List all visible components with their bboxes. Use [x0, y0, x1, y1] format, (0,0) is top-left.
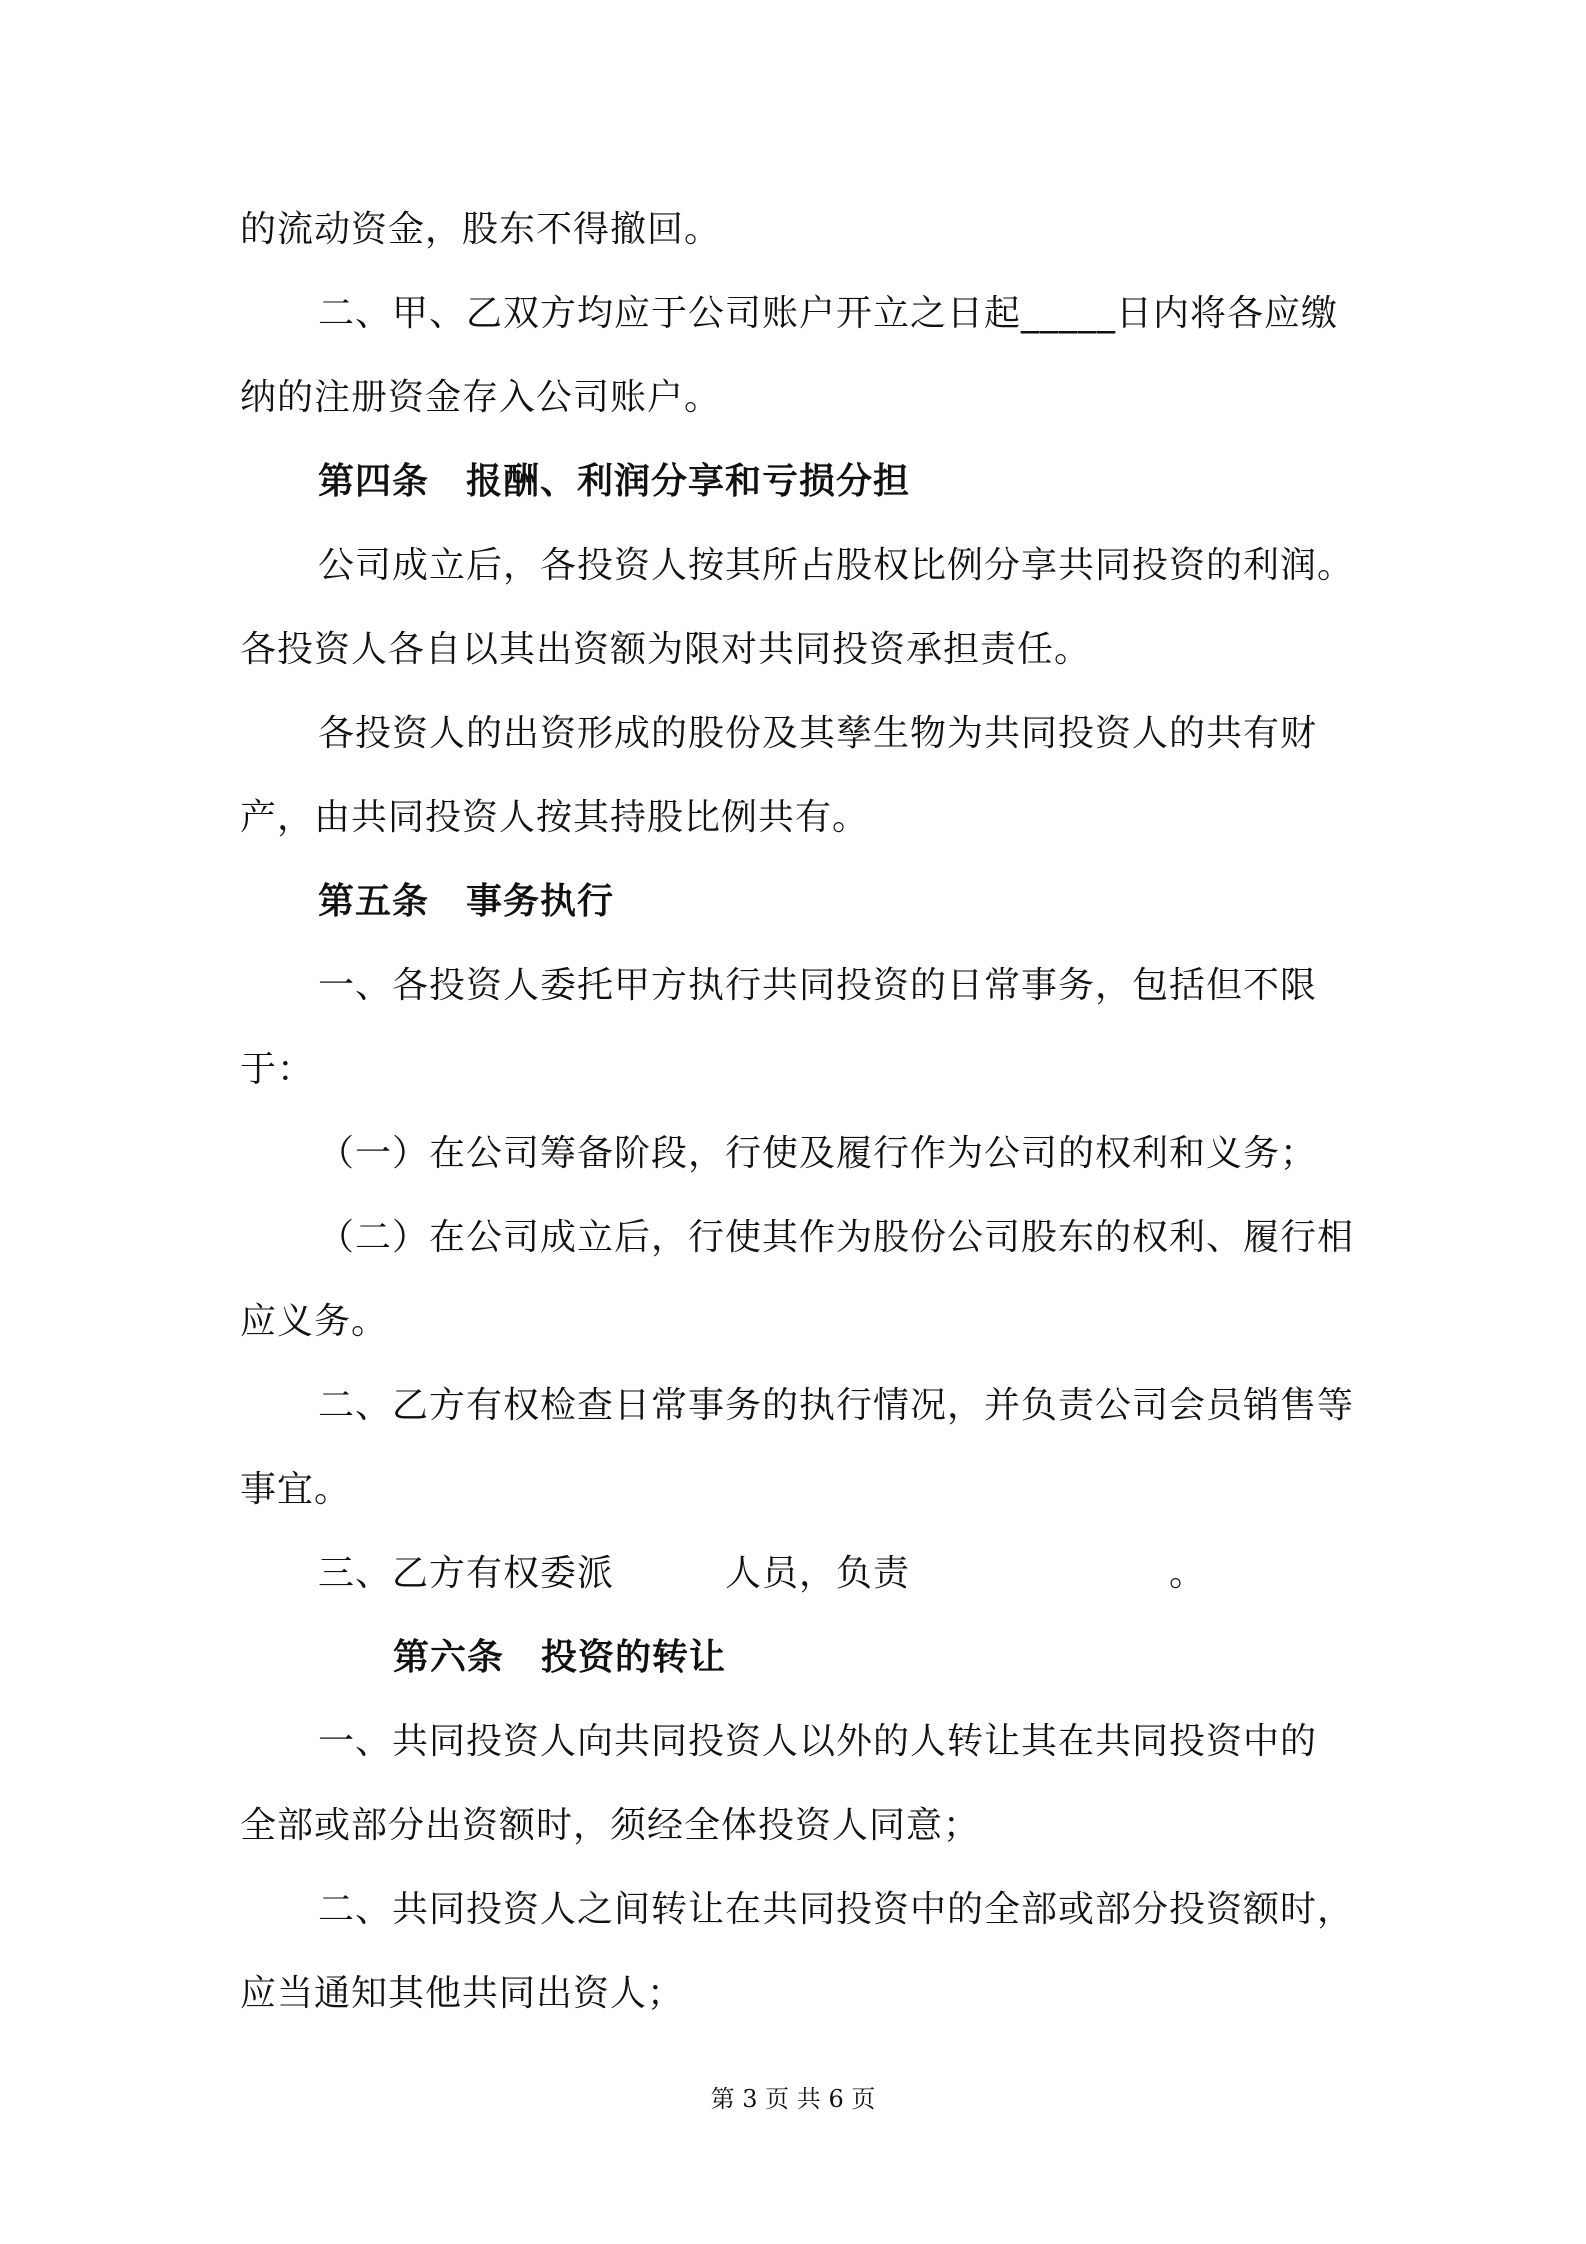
paragraph-line: 于：	[240, 1049, 315, 1090]
paragraph-line: 二、甲、乙双方均应于公司账户开立之日起_____日内将各应缴	[318, 293, 1339, 334]
paragraph-line: 各投资人各自以其出资额为限对共同投资承担责任。	[240, 629, 1092, 670]
section-heading: 第六条 投资的转让	[393, 1637, 727, 1678]
paragraph-line: 二、共同投资人之间转让在共同投资中的全部或部分投资额时，	[318, 1889, 1355, 1930]
paragraph-line: （二）在公司成立后，行使其作为股份公司股东的权利、履行相	[318, 1217, 1355, 1258]
paragraph-line: 应义务。	[240, 1301, 389, 1342]
paragraph-line: 公司成立后，各投资人按其所占股权比例分享共同投资的利润。	[318, 545, 1355, 586]
paragraph-line: 各投资人的出资形成的股份及其孳生物为共同投资人的共有财	[318, 713, 1318, 754]
paragraph-line: 一、共同投资人向共同投资人以外的人转让其在共同投资中的	[318, 1721, 1318, 1762]
section-heading: 第四条 报酬、利润分享和亏损分担	[318, 461, 911, 502]
paragraph-line: 全部或部分出资额时，须经全体投资人同意；	[240, 1805, 981, 1846]
paragraph-line: 事宜。	[240, 1469, 352, 1510]
paragraph-line: 应当通知其他共同出资人；	[240, 1973, 685, 2014]
section-heading: 第五条 事务执行	[318, 881, 615, 922]
paragraph-line: 纳的注册资金存入公司账户。	[240, 377, 722, 418]
page-number-footer: 第 3 页 共 6 页	[710, 2085, 876, 2113]
paragraph-line: 三、乙方有权委派 人员，负责 。	[318, 1553, 1207, 1594]
paragraph-line: 一、各投资人委托甲方执行共同投资的日常事务，包括但不限	[318, 965, 1318, 1006]
paragraph-line: （一）在公司筹备阶段，行使及履行作为公司的权利和义务；	[318, 1133, 1318, 1174]
paragraph-line: 二、乙方有权检查日常事务的执行情况，并负责公司会员销售等	[318, 1385, 1355, 1426]
paragraph-line: 产，由共同投资人按其持股比例共有。	[240, 797, 870, 838]
paragraph-line: 的流动资金，股东不得撤回。	[240, 209, 722, 250]
